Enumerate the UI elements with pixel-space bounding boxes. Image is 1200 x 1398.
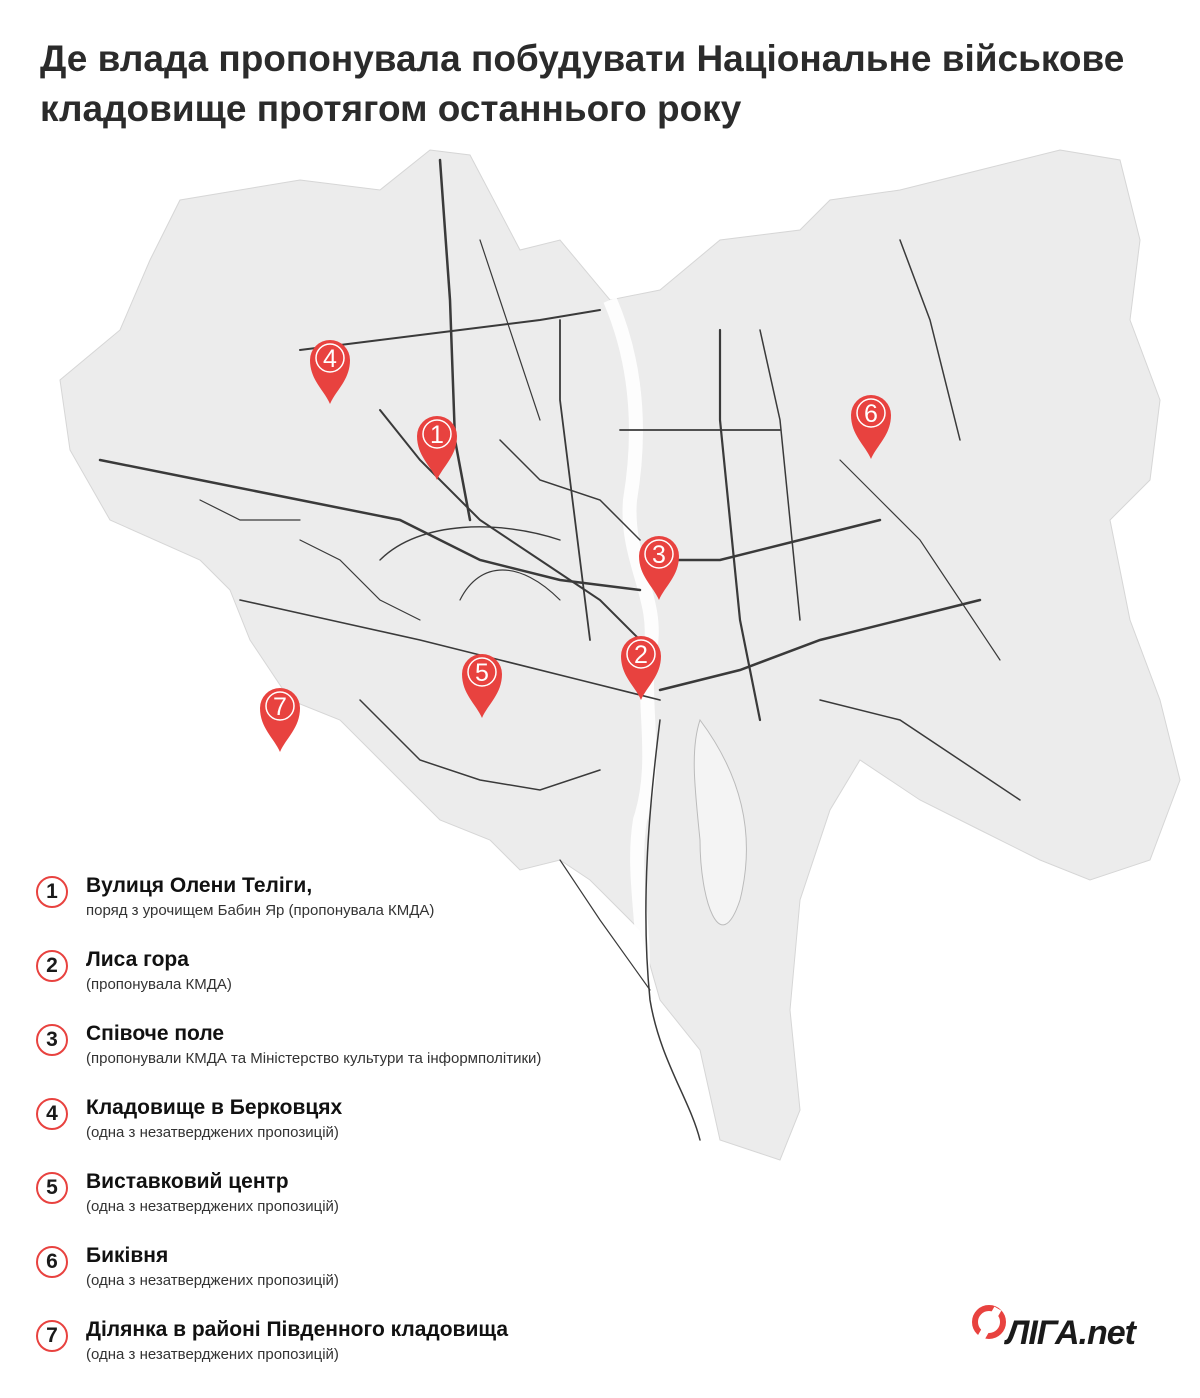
pin-number: 4 [323, 345, 337, 373]
liga-logo[interactable] [970, 1300, 1170, 1360]
legend-number-badge: 1 [36, 876, 68, 908]
legend-item [36, 1094, 736, 1168]
pin-number: 6 [864, 400, 878, 428]
legend-number-badge: 3 [36, 1024, 68, 1056]
legend-number-badge: 6 [36, 1246, 68, 1278]
legend-item [36, 1316, 736, 1390]
legend-subtitle: (одна з незатверджених пропозицій) [86, 1346, 339, 1363]
legend-subtitle: (пропонувала КМДА) [86, 976, 232, 993]
legend-subtitle: (одна з незатверджених пропозицій) [86, 1124, 339, 1141]
legend-item [36, 1168, 736, 1242]
legend-item [36, 872, 736, 946]
legend-title: Вулиця Олени Теліги, [86, 874, 313, 897]
legend-item [36, 946, 736, 1020]
legend-title: Співоче поле [86, 1022, 225, 1045]
liga-logo-icon [972, 1304, 1006, 1344]
legend-number-badge: 4 [36, 1098, 68, 1130]
pin-number: 2 [634, 641, 648, 669]
legend-subtitle: (пропонували КМДА та Міністерство культури та інформполітики) [86, 1050, 542, 1067]
legend-title: Ділянка в районі Південного кладовища [86, 1318, 509, 1341]
legend-number-badge: 2 [36, 950, 68, 982]
legend-subtitle: (одна з незатверджених пропозицій) [86, 1198, 339, 1215]
legend-title: Кладовище в Берковцях [86, 1096, 343, 1119]
page-title: Де влада пропонувала побудувати Національне військове кладовище протягом останнього року [40, 38, 1125, 129]
legend-subtitle: (одна з незатверджених пропозицій) [86, 1272, 339, 1289]
pin-number: 1 [430, 421, 444, 449]
legend-title: Виставковий центр [86, 1170, 289, 1193]
legend-number-badge: 7 [36, 1320, 68, 1352]
pin-7[interactable] [260, 688, 300, 752]
legend-title: Лиса гора [86, 948, 189, 971]
pin-number: 3 [652, 541, 666, 569]
pin-number: 7 [273, 693, 287, 721]
legend-number-badge: 5 [36, 1172, 68, 1204]
legend-item [36, 1020, 736, 1094]
legend-title: Биківня [86, 1244, 169, 1267]
logo-text: ЛІГА.net [1006, 1314, 1135, 1352]
pin-number: 5 [475, 659, 489, 687]
map-legend [36, 872, 736, 1390]
legend-item [36, 1242, 736, 1316]
legend-subtitle: поряд з урочищем Бабин Яр (пропонувала КМДА) [86, 902, 435, 919]
